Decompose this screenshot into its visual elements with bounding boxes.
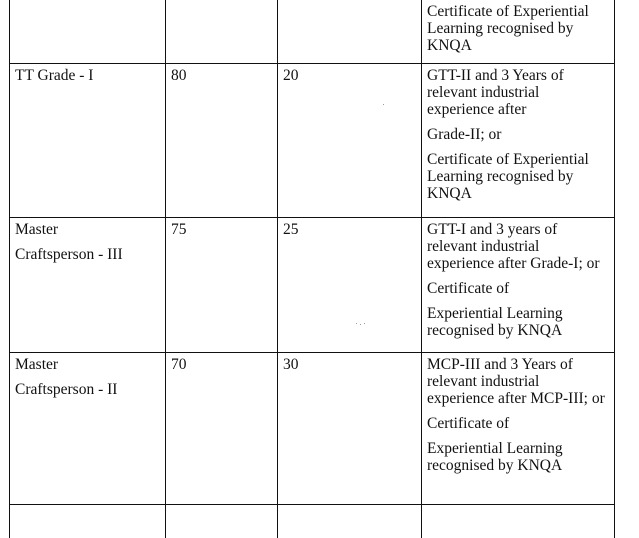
qualification-paragraph: Certificate of bbox=[427, 415, 510, 432]
qualification-paragraph: Experiential Learning recognised by KNQA bbox=[427, 440, 563, 474]
qualification-paragraph: GTT-II and 3 Years of relevant industrial experience after bbox=[427, 67, 564, 118]
qualification-cell bbox=[422, 353, 615, 505]
scan-speck bbox=[383, 104, 384, 105]
qualification-paragraph: Experiential Learning recognised by KNQA bbox=[427, 305, 563, 339]
theory-weight-cell: 75 bbox=[166, 218, 278, 353]
qualification-paragraph: Certificate of Experiential Learning recognised by KNQA bbox=[427, 3, 589, 54]
scan-speck bbox=[364, 323, 365, 324]
designation-label: Craftsperson - II bbox=[15, 381, 118, 398]
practical-weight-cell: 20 bbox=[278, 64, 422, 218]
qualification-cell bbox=[422, 505, 615, 538]
table-row bbox=[10, 505, 615, 538]
qualification-paragraph: MCP-III and 3 Years of relevant industrial experience after MCP-III; or bbox=[427, 356, 605, 407]
practical-weight-cell: 30 bbox=[278, 353, 422, 505]
designation-label: Craftsperson - III bbox=[15, 246, 123, 263]
designation-label: Master bbox=[15, 221, 59, 238]
theory-weight-cell: 80 bbox=[166, 64, 278, 218]
practical-weight-cell bbox=[278, 505, 422, 538]
qualification-cell bbox=[422, 218, 615, 353]
designation-cell bbox=[10, 218, 166, 353]
scan-speck bbox=[356, 323, 357, 324]
designation-label: TT Grade - I bbox=[15, 67, 94, 84]
qualification-table bbox=[9, 0, 615, 538]
practical-weight-cell: 25 bbox=[278, 218, 422, 353]
scan-speck bbox=[360, 324, 361, 325]
qualification-paragraph: GTT-I and 3 years of relevant industrial experience after Grade-I; or bbox=[427, 221, 600, 272]
table-row bbox=[10, 64, 615, 218]
qualification-paragraph: Certificate of Experiential Learning recognised by KNQA bbox=[427, 151, 589, 202]
designation-cell bbox=[10, 353, 166, 505]
theory-weight-cell bbox=[166, 0, 278, 64]
table-row bbox=[10, 0, 615, 64]
qualification-cell bbox=[422, 64, 615, 218]
table-row bbox=[10, 218, 615, 353]
qualification-paragraph: Grade-II; or bbox=[427, 126, 502, 143]
designation-cell bbox=[10, 505, 166, 538]
designation-cell bbox=[10, 64, 166, 218]
theory-weight-cell: 70 bbox=[166, 353, 278, 505]
qualification-cell bbox=[422, 0, 615, 64]
theory-weight-cell bbox=[166, 505, 278, 538]
table-row bbox=[10, 353, 615, 505]
designation-label: Master bbox=[15, 356, 59, 373]
qualification-paragraph: Certificate of bbox=[427, 280, 510, 297]
practical-weight-cell bbox=[278, 0, 422, 64]
designation-cell bbox=[10, 0, 166, 64]
